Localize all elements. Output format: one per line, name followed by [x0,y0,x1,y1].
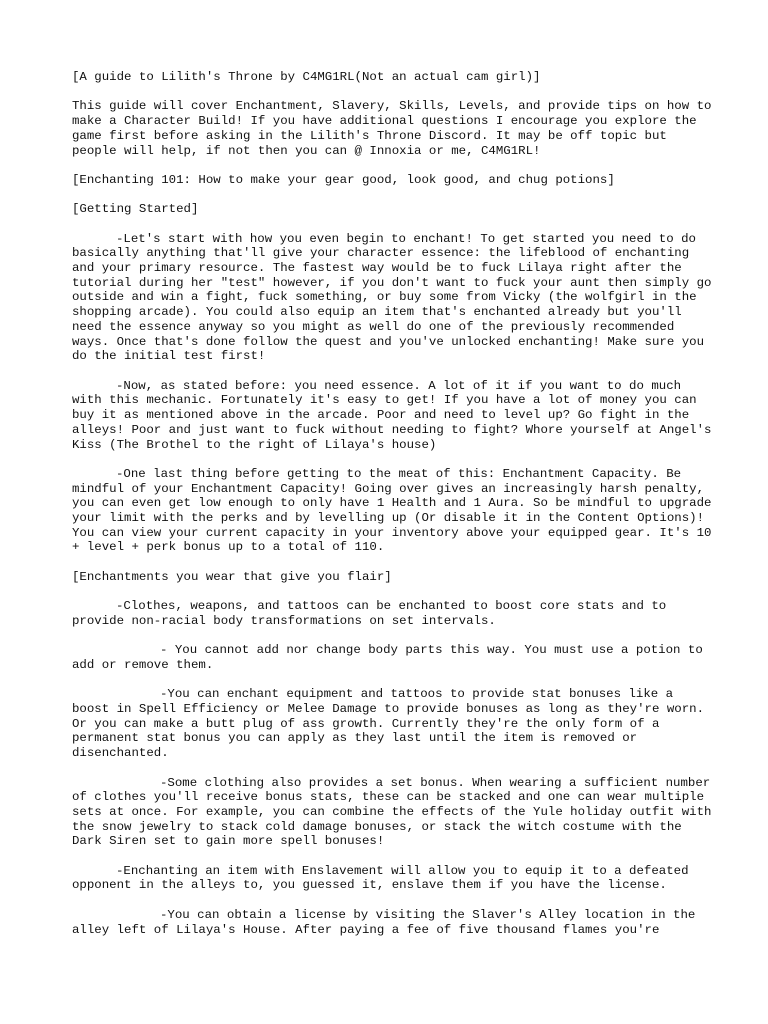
paragraph-license: -You can obtain a license by visiting the Slaver's Alley location in the alley left of Lilaya's House. After paying a fee of five thousand flames you're [72,907,696,937]
paragraph-no-body-parts: - You cannot add nor change body parts this way. You must use a potion to add or remove them. [72,643,703,672]
section-heading-enchanting-101: [Enchanting 101: How to make your gear good, look good, and chug potions] [72,172,615,187]
paragraph-begin-enchant: -Let's start with how you even begin to enchant! To get started you need to do basically anything that'll give your character essence: the lifeblood of enchanting and your primary resource. The fastest way would be to fuck Lilaya right after the tutorial during her "test" however, if you don't want to fuck your aunt then simply go outside and win a fight, fuck something, or buy some from Vicky (the wolfgirl in the shopping arcade). You could also equip an item that's enchanted already but you'll need the essence anyway so you might as well do one of the previously recommended ways. Once that's done follow the quest and you've unlocked enchanting! Make sure you do the initial test first! [72,231,712,364]
section-heading-flair: [Enchantments you wear that give you flair] [72,569,392,584]
guide-title: [A guide to Lilith's Throne by C4MG1RL(Not an actual cam girl)] [72,70,541,84]
section-heading-getting-started: [Getting Started] [72,202,199,217]
paragraph-enchantment-capacity: -One last thing before getting to the meat of this: Enchantment Capacity. Be mindful of your Enchantment Capacity! Going over gives an increasingly harsh penalty, you can even get low enough to only have 1 Health and 1 Aura. So be mindful to upgrade your limit with the perks and by levelling up (Or disable it in the Content Options)! You can view your current capacity in your inventory above your equipped gear. It's 10 + level + perk bonus up to a total of 110. [72,466,712,555]
paragraph-enslavement: -Enchanting an item with Enslavement will allow you to equip it to a defeated opponent in the alleys to, you guessed it, enslave them if you have the license. [72,863,689,893]
intro-paragraph: This guide will cover Enchantment, Slavery, Skills, Levels, and provide tips on how to make a Character Build! If you have additional questions I encourage you explore the game first before asking in the Lilith's Throne Discord. It may be off topic but people will help, if not then you can @ Innoxia or me, C4MG1RL! [72,99,712,158]
paragraph-set-bonus: -Some clothing also provides a set bonus. When wearing a sufficient number of clothes you'll receive bonus stats, these can be stacked and one can wear multiple sets at once. For example, you can combine the effects of the Yule holiday outfit with the snow jewelry to stack cold damage bonuses, or stack the witch costume with the Dark Siren set to gain more spell bonuses! [72,775,712,849]
paragraph-need-essence: -Now, as stated before: you need essence. A lot of it if you want to do much with this mechanic. Fortunately it's easy to get! If you have a lot of money you can buy it as mentioned above in the arcade. Poor and need to level up? Go fight in the alleys! Poor and just want to fuck without needing to fight? Whore yourself at Angel's Kiss (The Brothel to the right of Lilaya's house) [72,378,712,452]
paragraph-stat-bonuses: -You can enchant equipment and tattoos to provide stat bonuses like a boost in Spell Efficiency or Melee Damage to provide bonuses as long as they're worn. Or you can make a butt plug of ass growth. Currently they're the only form of a permanent stat bonus you can apply as they last until the item is removed or disenchanted. [72,687,705,761]
paragraph-clothes-weapons-tattoos: -Clothes, weapons, and tattoos can be enchanted to boost core stats and to provide non-racial body transformations on set intervals. [72,599,667,628]
document-page [72,70,712,952]
